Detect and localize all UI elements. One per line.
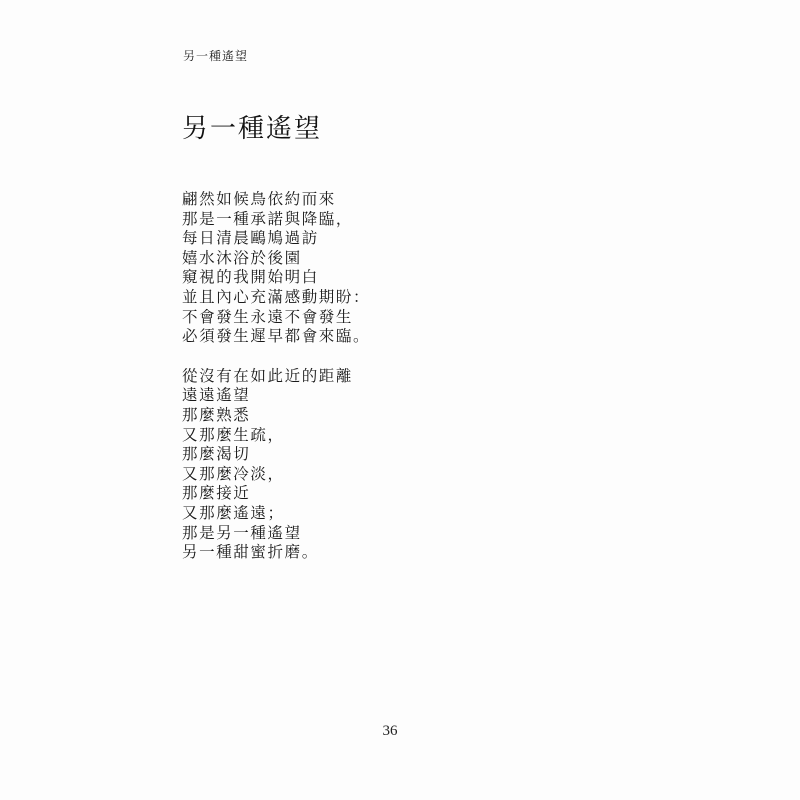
poem-line: 另一種甜蜜折磨。: [182, 543, 319, 562]
stanza-1: [182, 190, 582, 347]
poem-line: 從沒有在如此近的距離: [182, 366, 354, 385]
page-number: 36: [382, 723, 398, 739]
poem-line: 嬉水沐浴於後園: [182, 248, 302, 267]
poem-line: 不會發生永遠不會發生: [182, 307, 354, 326]
poem-line: 那是一種承諾與降臨，: [182, 209, 354, 228]
poem-line: 又那麼生疏，: [182, 425, 285, 444]
poem-line: 那麼熟悉: [182, 405, 251, 424]
poem-line: 翩然如候鳥依約而來: [182, 190, 336, 208]
poem-title: 另一種遙望: [182, 114, 323, 144]
poem-body: [182, 190, 582, 583]
poem-line: 遠遠遙望: [182, 386, 251, 405]
poem-line: 每日清晨鷗鳩過訪: [182, 229, 319, 248]
poem-line: 那麼渴切: [182, 445, 251, 464]
poem-line: 並且內心充滿感動期盼：: [182, 287, 371, 306]
poem-line: 窺視的我開始明白: [182, 268, 319, 287]
stanza-2: [182, 367, 582, 563]
poem-line: 那是另一種遙望: [182, 523, 302, 542]
poem-line: 又那麼冷淡，: [182, 464, 285, 483]
poem-line: 那麼接近: [182, 484, 251, 503]
poem-line: 必須發生遲早都會來臨。: [182, 327, 371, 346]
running-header: 另一種遙望: [183, 49, 249, 63]
poem-line: 又那麼遙遠；: [182, 503, 285, 522]
